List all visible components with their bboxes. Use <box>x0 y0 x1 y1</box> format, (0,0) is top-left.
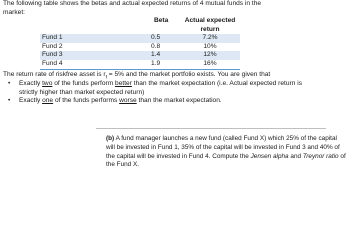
fund-table <box>40 17 240 69</box>
intro-text: The following table shows the betas and actual expected returns of 4 mutual funds in the market: <box>3 0 262 16</box>
table-row <box>40 43 240 52</box>
fund-beta: 0.5 <box>151 34 161 41</box>
section-divider <box>96 128 326 129</box>
table-row <box>40 60 240 69</box>
fund-beta: 1.9 <box>151 60 161 68</box>
bullet-text: of the funds performs <box>53 97 120 105</box>
header-expected-return: Actual expected return <box>184 17 236 33</box>
part-b-term: Treynor ratio <box>302 152 339 160</box>
bullet-text: Exactly <box>19 97 43 105</box>
header-beta: Beta <box>154 17 169 24</box>
part-b-text: and <box>288 152 303 160</box>
fund-name: Fund 4 <box>42 60 63 68</box>
riskfree-text-before: The return rate of riskfree asset is r <box>3 71 106 78</box>
bullet-text: of the funds perform <box>52 80 116 87</box>
bullet-text: than the market expectation. <box>136 97 222 105</box>
fund-beta: 0.8 <box>151 42 161 50</box>
table-header-row <box>40 17 240 34</box>
fund-return: 16% <box>203 60 217 68</box>
question-part-b <box>106 135 346 170</box>
part-b-text: A fund manager launches a new fund (called Fund X) which 25% of the capital will be invested in Fund 1, 35% of the capital will be invested in Fund 3 and 40% of the capital will be invested in Fund 4. Compute the <box>106 135 340 160</box>
fund-name: Fund 2 <box>42 42 63 50</box>
table-row <box>40 34 240 43</box>
fund-beta: 1.4 <box>151 51 161 59</box>
fund-name: Fund 1 <box>42 34 63 41</box>
bullet-dot-icon: • <box>8 97 11 105</box>
part-b-label: (b) <box>106 135 115 142</box>
fund-name: Fund 3 <box>42 51 63 59</box>
part-b-term: Jensen alpha <box>250 152 289 160</box>
bullet-underlined-word: worse <box>119 97 137 105</box>
fund-return: 12% <box>203 51 217 59</box>
part-b-text: of the Fund X. <box>106 152 346 169</box>
bullet-underlined-word: better <box>115 80 132 87</box>
bullet-text: than the market expectation (i.e. Actual expected return is strictly higher than market expected return) <box>19 80 302 96</box>
list-item <box>3 80 313 97</box>
given-conditions-list <box>3 80 313 106</box>
fund-return: 10% <box>203 42 217 50</box>
fund-return: 7.2% <box>202 34 218 41</box>
riskfree-text-after: = 5% and the market portfolio exists. You are given that <box>106 71 271 78</box>
list-item <box>3 97 313 106</box>
table-row <box>40 51 240 60</box>
bullet-underlined-word: two <box>42 80 53 87</box>
bullet-dot-icon: • <box>8 80 11 87</box>
table-bottom-rule <box>40 69 240 70</box>
bullet-underlined-word: one <box>42 97 54 105</box>
bullet-text: Exactly <box>19 80 43 87</box>
riskfree-subscript: f <box>105 75 107 81</box>
